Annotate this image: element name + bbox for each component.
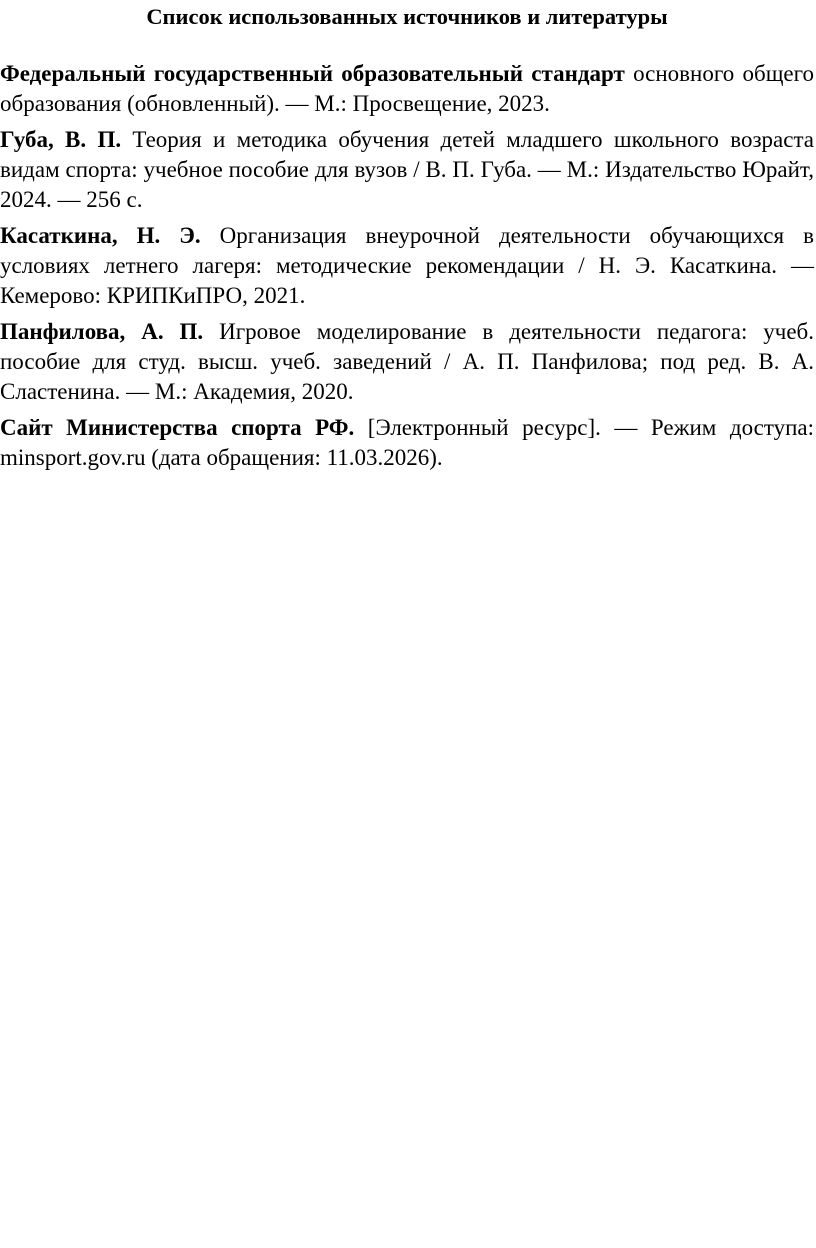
- reference-text: Организация внеурочной деятельности обучающихся в условиях летнего лагеря: методические рекомендации / Н. Э. Касаткина. — Кемерово: КРИПКиПРО, 2021.: [0, 223, 814, 308]
- reference-item: [0, 59, 814, 119]
- reference-item: [0, 125, 814, 215]
- reference-author: Касаткина, Н. Э.: [0, 223, 201, 248]
- reference-author: Губа, В. П.: [0, 127, 122, 152]
- reference-text: [Электронный ресурс]. — Режим доступа: minsport.gov.ru (дата обращения: 11.03.2026).: [0, 415, 815, 470]
- reference-text: Игровое моделирование в деятельности педагога: учеб. пособие для студ. высш. учеб. заведений / А. П. Панфилова; под ред. В. А. Сластенина. — М.: Академия, 2020.: [0, 319, 814, 404]
- reference-item: [0, 317, 814, 407]
- reference-author: Федеральный государственный образовательный стандарт: [0, 61, 625, 86]
- reference-author: Сайт Министерства спорта РФ.: [0, 415, 355, 440]
- reference-text: Теория и методика обучения детей младшего школьного возраста видам спорта: учебное пособие для вузов / В. П. Губа. — М.: Издательство Юрайт, 2024. — 256 с.: [0, 127, 814, 212]
- reference-text: основного общего образования (обновленный). — М.: Просвещение, 2023.: [0, 61, 815, 116]
- reference-item: [0, 413, 814, 473]
- page-title: Список использованных источников и литературы: [146, 4, 668, 29]
- reference-author: Панфилова, А. П.: [0, 319, 204, 344]
- reference-item: [0, 221, 814, 311]
